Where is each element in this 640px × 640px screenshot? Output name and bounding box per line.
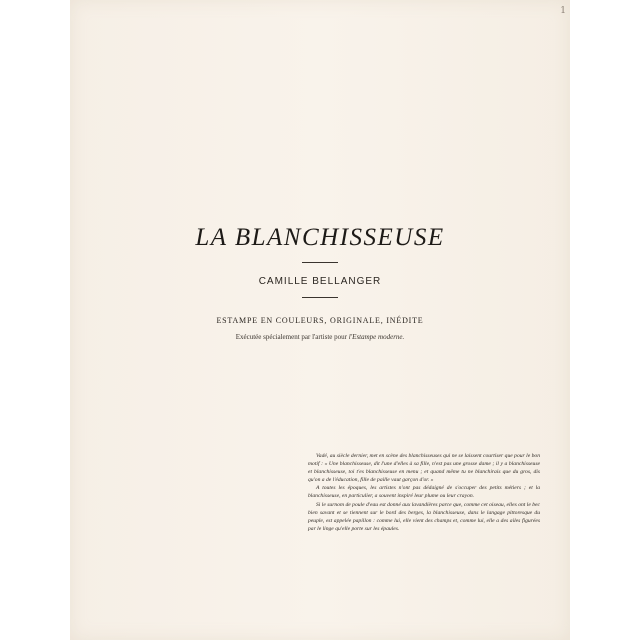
page-title: LA BLANCHISSEUSE (195, 224, 445, 251)
title-divider-top (302, 262, 338, 263)
text-paragraph: Vadé, au siècle dernier, met en scène des blanchisseuses qui ne se laissent courtiser que pour le bon motif : « Une blanchisseuse, dit l'une d'elles à sa fille, n'est pas une grosse dame ; il y a blanchisseuse et blanchisseuse, toi t'es blanchisseuse en menu ; et quand même tu ne blanchirais que du gros, dis qu'on a de l'éducation, fille de paille vaut garçon d'or. » (308, 453, 540, 484)
descriptive-text (308, 452, 540, 533)
artist-name: CAMILLE BELLANGER (258, 276, 382, 287)
print-description: ESTAMPE EN COULEURS, ORIGINALE, INÉDITE (216, 316, 424, 325)
title-divider-bottom (302, 297, 338, 298)
document-page (70, 0, 570, 640)
credit-publication: l'Estampe moderne. (348, 333, 405, 341)
text-paragraph: A toutes les époques, les artistes n'ont pas dédaigné de s'occuper des petits métiers ; et la blanchisseuse, en particulier, a souvent inspiré leur plume ou leur crayon. (308, 485, 540, 500)
credit-prefix: Exécutée spécialement par l'artiste pour (235, 333, 347, 341)
credit-line (70, 333, 570, 341)
text-paragraph: Si le surnom de poule d'eau est donné aux lavandières parce que, comme cet oiseau, elles ont le bec bien savant et se tiennent sur le bord des berges, la blanchisseuse, dans le langage pittoresque du peuple, est appelée papillon : comme lui, elle vient des champs et, comme lui, elle a des ailes figurées par le linge qu'elle porte sur les épaules. (308, 501, 540, 532)
page-number: 1 (560, 6, 566, 16)
